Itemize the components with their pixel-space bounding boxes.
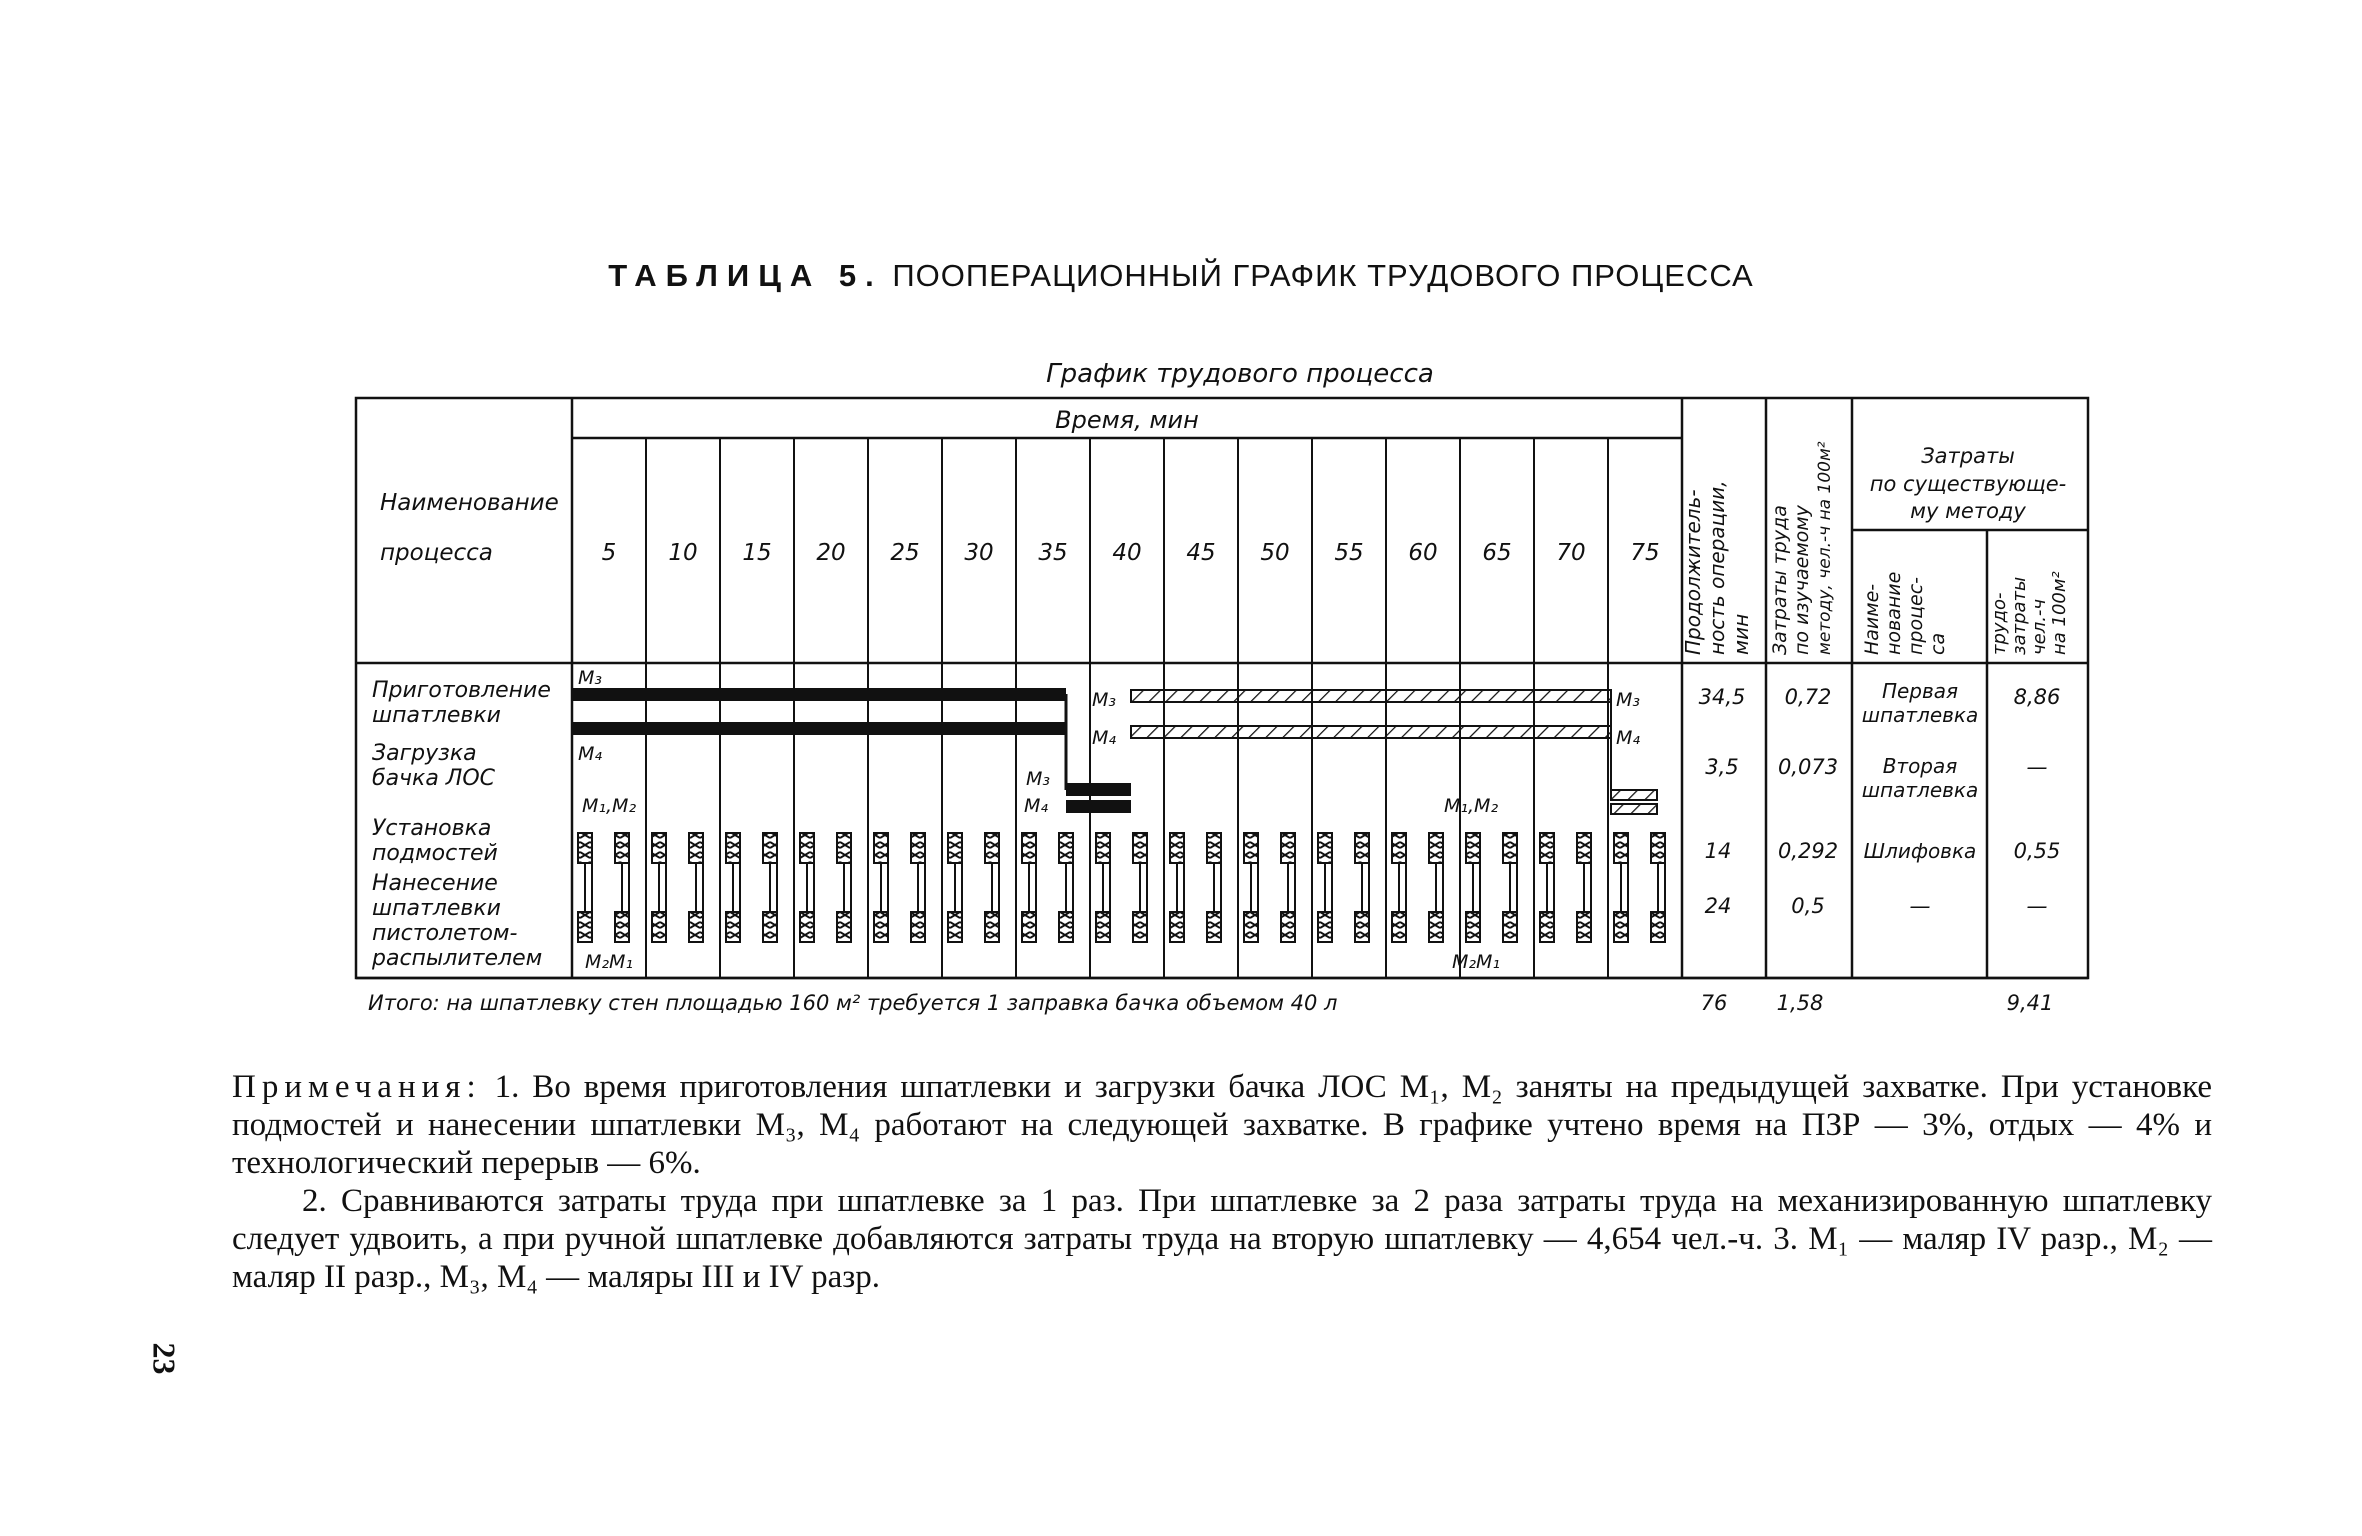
- note-1-text: 1. Во время приготовления шпатлевки и загрузки бачка ЛОС М₁, М₂ заняты на предыдущей захватке. При установке подмостей и нанесении шпатлевки М₃, М₄ работают на следующей захватке. В графике учтено время на ПЗР — 3%, отдых — 4% и технологический перерыв — 6%.: [232, 1069, 2212, 1181]
- bar-prep-m4-hatched: [1131, 726, 1611, 738]
- cycle-link: [622, 863, 629, 912]
- existing-labor: —: [2026, 894, 2048, 918]
- cycle-link: [1214, 863, 1221, 912]
- cycle-link: [1288, 863, 1295, 912]
- cycle-link: [807, 863, 814, 912]
- row-name-line: подмостей: [372, 841, 498, 866]
- duration-value: 3,5: [1705, 755, 1739, 779]
- spray-cycle-mark: [1503, 912, 1517, 942]
- spray-cycle-mark: [985, 912, 999, 942]
- spray-cycle-mark: [1096, 912, 1110, 942]
- header-text: са: [1927, 632, 1949, 655]
- existing-labor: 0,55: [2013, 839, 2061, 863]
- cycle-link: [955, 863, 962, 912]
- time-header: Время, мин: [1055, 406, 1199, 434]
- existing-name: шпатлевка: [1861, 778, 1979, 802]
- worker-label: М₃: [1092, 689, 1117, 711]
- spray-cycle-mark: [1392, 912, 1406, 942]
- note-1: [232, 1068, 2212, 1182]
- existing-name: —: [1909, 894, 1931, 918]
- header-text: Затраты: [1921, 444, 2015, 468]
- worker-label: М₁,М₂: [582, 795, 637, 817]
- time-tick-label: 75: [1630, 540, 1660, 566]
- time-tick-label: 40: [1112, 540, 1142, 566]
- cycle-link: [992, 863, 999, 912]
- header-text: на 100м²: [2049, 571, 2070, 655]
- scaffold-cycle-mark: [1281, 833, 1295, 863]
- cycle-link: [659, 863, 666, 912]
- time-tick-label: 55: [1334, 540, 1364, 566]
- header-text: процесса: [380, 540, 493, 566]
- scaffold-cycle-mark: [874, 833, 888, 863]
- spray-cycle-mark: [578, 912, 592, 942]
- row-values: [1699, 679, 2061, 918]
- scaffold-cycle-mark: [1614, 833, 1628, 863]
- spray-cycle-mark: [1170, 912, 1184, 942]
- time-tick-labels: [602, 540, 1660, 566]
- spray-cycle-mark: [1651, 912, 1665, 942]
- cycle-link: [1399, 863, 1406, 912]
- header-labor-studied: [1769, 441, 1835, 655]
- scaffold-cycle-mark: [1503, 833, 1517, 863]
- time-tick-label: 15: [742, 540, 772, 566]
- scaffold-cycle-mark: [1651, 833, 1665, 863]
- table-number: ТАБЛИЦА 5.: [608, 258, 883, 293]
- bar-prep-m4-solid: [572, 722, 1066, 735]
- worker-label: М₁,М₂: [1444, 795, 1499, 817]
- cycle-link: [1621, 863, 1628, 912]
- worker-label: М₃: [578, 667, 603, 689]
- cycle-link: [1473, 863, 1480, 912]
- scaffold-cycle-mark: [1244, 833, 1258, 863]
- row-name-line: бачка ЛОС: [372, 766, 496, 791]
- time-tick-label: 45: [1186, 540, 1216, 566]
- spray-cycle-mark: [1540, 912, 1554, 942]
- notes-label: Примечания:: [232, 1069, 482, 1105]
- scaffold-cycle-mark: [911, 833, 925, 863]
- worker-label: М₃: [1026, 768, 1051, 790]
- existing-name: Вторая: [1882, 754, 1958, 778]
- time-tick-label: 50: [1260, 540, 1290, 566]
- total-duration: 76: [1700, 991, 1728, 1015]
- header-text: Наиме-: [1861, 583, 1883, 655]
- row-name-line: шпатлевки: [372, 703, 501, 728]
- scaffold-cycle-mark: [1133, 833, 1147, 863]
- cycle-link: [733, 863, 740, 912]
- cycle-link: [1066, 863, 1073, 912]
- spray-cycle-mark: [1466, 912, 1480, 942]
- worker-label: М₄: [578, 743, 603, 765]
- scaffold-cycle-mark: [800, 833, 814, 863]
- scaffold-cycle-mark: [763, 833, 777, 863]
- bar-load-m3: [1066, 783, 1131, 796]
- header-text: ность операции,: [1705, 480, 1729, 655]
- header-existing-method: [1870, 444, 2066, 523]
- cycle-link: [770, 863, 777, 912]
- scaffold-cycle-mark: [948, 833, 962, 863]
- header-process-name: [380, 490, 559, 566]
- spray-cycle-mark: [689, 912, 703, 942]
- cycle-link: [844, 863, 851, 912]
- labor-value: 0,292: [1777, 839, 1839, 863]
- existing-labor: —: [2026, 755, 2048, 779]
- spray-cycle-mark: [837, 912, 851, 942]
- scaffold-cycle-mark: [1318, 833, 1332, 863]
- spray-cycle-mark: [1318, 912, 1332, 942]
- scaffold-cycle-mark: [1466, 833, 1480, 863]
- cycle-link: [1029, 863, 1036, 912]
- header-text: мин: [1729, 613, 1753, 655]
- worker-label: М₄: [1616, 727, 1641, 749]
- spray-cycle-mark: [1059, 912, 1073, 942]
- duration-value: 34,5: [1698, 685, 1746, 709]
- labor-value: 0,073: [1777, 755, 1839, 779]
- row-name-line: Приготовление: [372, 678, 551, 703]
- time-tick-label: 20: [816, 540, 846, 566]
- time-tick-label: 65: [1482, 540, 1512, 566]
- row-name-line: пистолетом-: [372, 921, 518, 946]
- worker-label: М₂М₁: [1452, 951, 1501, 973]
- spray-cycle-mark: [948, 912, 962, 942]
- spray-cycle-mark: [1244, 912, 1258, 942]
- worker-label: М₄: [1092, 727, 1117, 749]
- scaffold-cycle-mark: [578, 833, 592, 863]
- scaffold-cycle-mark: [726, 833, 740, 863]
- spray-cycle-mark: [1022, 912, 1036, 942]
- time-tick-label: 30: [964, 540, 994, 566]
- cycle-link: [1547, 863, 1554, 912]
- bar-prep-m3-solid: [572, 688, 1066, 701]
- page-number: 23: [146, 1342, 183, 1375]
- time-tick-label: 10: [668, 540, 698, 566]
- bar-load-m3-hatched: [1611, 790, 1657, 800]
- header-existing-labor: [1989, 571, 2070, 655]
- labor-value: 0,72: [1784, 685, 1832, 709]
- header-text: по изучаемому: [1791, 505, 1813, 655]
- scaffold-cycle-mark: [652, 833, 666, 863]
- table-title: ПООПЕРАЦИОННЫЙ ГРАФИК ТРУДОВОГО ПРОЦЕССА: [892, 258, 1754, 293]
- bar-load-m4: [1066, 800, 1131, 813]
- scaffold-cycle-mark: [1355, 833, 1369, 863]
- cycle-link: [1362, 863, 1369, 912]
- spray-cycle-mark: [1355, 912, 1369, 942]
- cycle-link: [1658, 863, 1665, 912]
- existing-labor: 8,86: [2013, 685, 2061, 709]
- scaffold-cycle-mark: [837, 833, 851, 863]
- row-name-line: шпатлевки: [372, 896, 501, 921]
- spray-cycle-mark: [800, 912, 814, 942]
- cycle-link: [1436, 863, 1443, 912]
- note-2: 2. Сравниваются затраты труда при шпатлевке за 1 раз. При шпатлевке за 2 раза затраты труда на механизированную шпатлевку следует удвоить, а при ручной шпатлевке добавляются затраты труда на вторую шпатлевку — 4,654 чел.-ч. 3. М₁ — маляр IV разр., М₂ — маляр II разр., М₃, М₄ — маляры III и IV разр.: [232, 1183, 2212, 1295]
- spray-cycle-mark: [1207, 912, 1221, 942]
- existing-name: Первая: [1881, 679, 1959, 703]
- scaffold-cycle-mark: [1540, 833, 1554, 863]
- spray-cycle-mark: [911, 912, 925, 942]
- scaffold-and-spray-cycles: [578, 833, 1665, 942]
- total-existing-labor: 9,41: [2006, 991, 2054, 1015]
- time-tick-label: 35: [1038, 540, 1068, 566]
- spray-cycle-mark: [615, 912, 629, 942]
- row-name-line: Загрузка: [372, 741, 477, 766]
- minute-columns: [646, 438, 1608, 978]
- notes: [232, 1068, 2212, 1296]
- cycle-link: [585, 863, 592, 912]
- spray-cycle-mark: [1281, 912, 1295, 942]
- header-text: му методу: [1910, 499, 2026, 523]
- time-tick-label: 25: [890, 540, 920, 566]
- bar-prep-m3-hatched: [1131, 690, 1611, 702]
- scaffold-cycle-mark: [1170, 833, 1184, 863]
- scaffold-cycle-mark: [1577, 833, 1591, 863]
- scaffold-cycle-mark: [1392, 833, 1406, 863]
- spray-cycle-mark: [763, 912, 777, 942]
- cycle-link: [1177, 863, 1184, 912]
- cycle-link: [1251, 863, 1258, 912]
- scaffold-cycle-mark: [1059, 833, 1073, 863]
- header-text: нование: [1883, 571, 1905, 655]
- worker-label: М₃: [1616, 689, 1641, 711]
- scaffold-cycle-mark: [1207, 833, 1221, 863]
- spray-cycle-mark: [726, 912, 740, 942]
- chart-caption: График трудового процесса: [1046, 359, 1434, 389]
- scaffold-cycle-mark: [615, 833, 629, 863]
- cycle-link: [1325, 863, 1332, 912]
- time-tick-label: 5: [601, 540, 617, 566]
- header-duration: [1681, 480, 1753, 655]
- cycle-link: [1103, 863, 1110, 912]
- total-labor: 1,58: [1776, 991, 1824, 1015]
- spray-cycle-mark: [1577, 912, 1591, 942]
- spray-cycle-mark: [1614, 912, 1628, 942]
- cycle-link: [1140, 863, 1147, 912]
- scaffold-cycle-mark: [985, 833, 999, 863]
- labor-value: 0,5: [1791, 894, 1825, 918]
- header-text: процес-: [1905, 576, 1927, 655]
- cycle-link: [1584, 863, 1591, 912]
- cycle-link: [881, 863, 888, 912]
- duration-value: 24: [1704, 894, 1732, 918]
- cycle-link: [918, 863, 925, 912]
- header-text: затраты: [2009, 576, 2030, 655]
- worker-label: М₄: [1024, 795, 1049, 817]
- spray-cycle-mark: [652, 912, 666, 942]
- row-name-line: Нанесение: [372, 871, 498, 896]
- spray-cycle-mark: [874, 912, 888, 942]
- time-tick-label: 60: [1408, 540, 1438, 566]
- row-name-line: Установка: [372, 816, 492, 841]
- time-tick-label: 70: [1556, 540, 1586, 566]
- worker-label: М₂М₁: [585, 951, 634, 973]
- bar-load-m4-hatched: [1611, 804, 1657, 814]
- header-text: Наименование: [380, 490, 559, 516]
- header-text: Затраты труда: [1769, 505, 1791, 655]
- scaffold-cycle-mark: [1022, 833, 1036, 863]
- cycle-link: [1510, 863, 1517, 912]
- totals-row: [368, 991, 2053, 1015]
- row-names: [371, 678, 551, 971]
- total-text: Итого: на шпатлевку стен площадью 160 м² требуется 1 заправка бачка объемом 40 л: [368, 991, 1338, 1015]
- scaffold-cycle-mark: [1429, 833, 1443, 863]
- scaffold-cycle-mark: [689, 833, 703, 863]
- existing-name: Шлифовка: [1863, 839, 1977, 863]
- duration-value: 14: [1704, 839, 1732, 863]
- header-text: трудо-: [1989, 592, 2010, 655]
- scaffold-cycle-mark: [1096, 833, 1110, 863]
- cycle-link: [696, 863, 703, 912]
- header-text: методу, чел.-ч на 100м²: [1815, 441, 1835, 655]
- spray-cycle-mark: [1429, 912, 1443, 942]
- spray-cycle-mark: [1133, 912, 1147, 942]
- header-existing-name: [1861, 572, 1949, 655]
- existing-name: шпатлевка: [1861, 703, 1979, 727]
- header-text: чел.-ч: [2029, 598, 2050, 655]
- row-name-line: распылителем: [372, 946, 543, 971]
- header-text: по существующе-: [1869, 472, 2067, 496]
- header-text: Продолжитель-: [1681, 489, 1705, 655]
